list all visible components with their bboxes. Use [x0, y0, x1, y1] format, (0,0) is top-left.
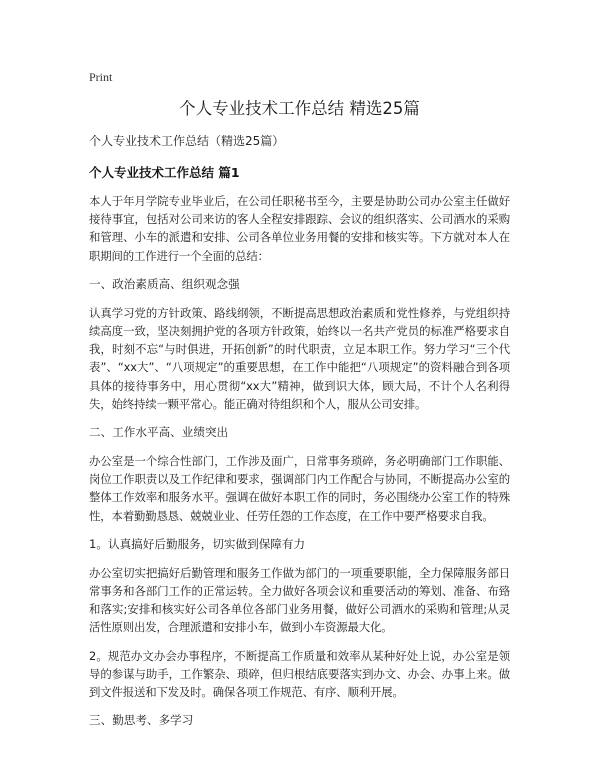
logistics-paragraph: 办公室切实把搞好后勤管理和服务工作做为部门的一项重要职能，全力保障服务部日常事务和各部门工作的正常运转。全力做好各项会议和重要活动的筹划、准备、布臵和落实;安排和核实好公司各单位各部门业务用餐，做好公司酒水的采购和管理;从灵活性原则出发，合理派遣和安排小车，做到小车资源最大化。 [89, 565, 510, 635]
performance-paragraph: 办公室是一个综合性部门，工作涉及面广，日常事务琐碎，务必明确部门工作职能、岗位工作职责以及工作纪律和要求，强调部门内工作配合与协同，不断提高办公室的整体工作效率和服务水平。强调在做好本职工作的同时，务必围绕办公室工作的特殊性，本着勤勤恳恳、兢兢业业、任劳任怨的工作态度，在工作中要严格要求自我。 [89, 454, 510, 523]
procedure-paragraph: 2。规范办文办会办事程序，不断提高工作质量和效率从某种好处上说，办公室是领导的参谋与助手，工作繁杂、琐碎，但归根结底要落实到办文、办会、办事上来。做到文件报送和下发及时。确保各项工作规范、有序、顺利开展。 [89, 648, 510, 700]
intro-paragraph: 本人于年月学院专业毕业后，在公司任职秘书至今，主要是协助公司办公室主任做好接待事宜，包括对公司来访的客人全程安排跟踪、会议的组织落实、公司酒水的采购和管理、小车的派遣和安排、公司各单位业务用餐的安排和核实等。下方就对本人在职期间的工作进行一个全面的总结： [89, 194, 510, 263]
print-link[interactable]: Print [89, 70, 113, 84]
heading-performance: 二、工作水平高、业绩突出 [89, 425, 229, 440]
document-title: 个人专业技术工作总结 精选25篇 [179, 99, 420, 118]
section-heading: 个人专业技术工作总结 篇1 [89, 165, 240, 180]
document-subtitle: 个人专业技术工作总结（精选25篇） [89, 134, 285, 148]
heading-logistics: 1。认真搞好后勤服务，切实做到保障有力 [89, 536, 306, 551]
heading-politics: 一、政治素质高、组织观念强 [89, 276, 240, 291]
politics-paragraph: 认真学习党的方针政策、路线纲领，不断提高思想政治素质和党性修养，与党组织持续高度一致，坚决刻拥护党的各项方针政策，始终以一名共产党员的标准严格要求自我，时刻不忘“与时俱进，开拓创新”的时代职责，立足本职工作。努力学习“三个代表”、“xx大”、“八项规定”的重要思想，在工作中能把“八项规定”的资料融合到各项具体的接待事务中，用心贯彻“xx大”精神，做到识大体，顾大局，不计个人名利得失，始终持续一颗平常心。能正确对待组织和个人，服从公司安排。 [89, 305, 510, 411]
heading-study: 三、勤思考、多学习 [89, 713, 194, 728]
